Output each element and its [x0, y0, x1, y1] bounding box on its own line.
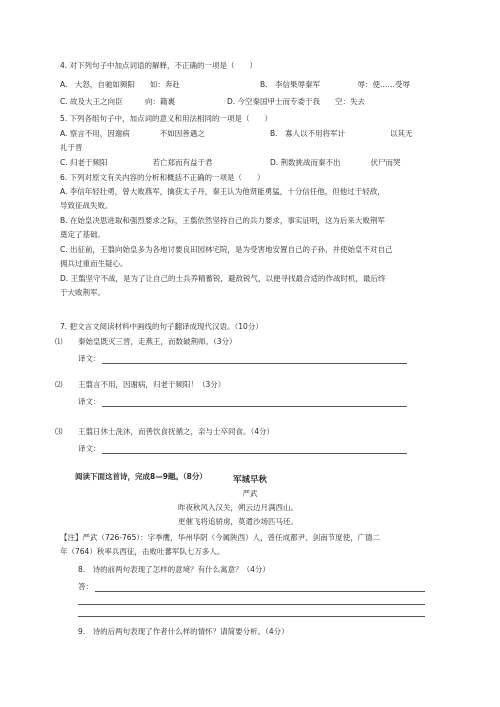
q5-option-b-cont: 礼于晋	[60, 143, 83, 152]
q6-option-d-line1: D. 王翦坚守不战，是为了让自己的士兵养精蓄锐，避敌锐气，以便寻找最合适的作战时机，最后终	[60, 274, 386, 283]
q6-stem: 6. 下列对原文有关内容的分析和概括不正确的一项是（ ）	[60, 173, 265, 182]
q8-answer-line-1[interactable]	[95, 591, 425, 592]
q5-option-d: D. 荆数挑战而秦不出 伏尸而哭	[270, 158, 401, 167]
q6-option-c-line2: 拥兵过重而生疑心。	[60, 259, 128, 268]
poem-author: 严武	[242, 489, 258, 498]
q8-stem: 8. 诗的前两句表现了怎样的意境？有什么寓意？（4分）	[78, 565, 270, 574]
q5-option-c: C. 归老于频阳 若亡郑而有益于君	[60, 158, 213, 167]
poem-note-line1: 【注】严武（726-765）：字季鹰，华州华阴（今属陕西）人，曾任成都尹、剑南节度使，广德二	[60, 533, 381, 542]
q5-option-b: B. 寡人以不用将军计 以其无	[270, 129, 413, 138]
q6-option-d-line2: 于大败荆军。	[60, 288, 105, 297]
poem-section-intro: 阅读下面这首诗，完成8—9题。（8分）	[75, 472, 207, 481]
q7-item3-text: 王翦日休士洗沐，而善饮食抚循之，亲与士卒同食。（4分）	[78, 427, 275, 436]
q6-option-c-line1: C. 出征前，王翦向始皇多为各地讨要良田园林宅院，是为受害地安置自己的子孙，并使始皇不对自己	[60, 245, 393, 254]
q7-item2-text: 王翦言不用，因谢病，归老于频阳！（3分）	[78, 380, 226, 389]
q7-item3-answer-line[interactable]	[102, 453, 407, 454]
q7-item2-answer-line[interactable]	[102, 406, 407, 407]
q6-option-b-line2: 奠定了基础。	[60, 230, 105, 239]
q4-option-b: B. 李信果辱秦军 辱：使……受辱	[260, 80, 411, 89]
poem-title: 军城早秋	[232, 475, 267, 485]
poem-note-line2: 年（764）秋率兵西征，击败吐蕃军队七万多人。	[60, 547, 225, 556]
q6-option-a-line1: A. 李信年轻壮勇，曾大败燕军，擒获太子丹，秦王认为他贤能勇猛，十分信任他，但他过于轻敌，	[60, 187, 385, 196]
q4-option-a: A. 大怒，自驰如频阳 如：奔赴	[60, 80, 180, 89]
q7-item1-answer-line[interactable]	[102, 363, 407, 364]
q8-answer-line-3[interactable]	[78, 616, 425, 617]
q7-item2-answer-label: 译文：	[78, 397, 101, 406]
q6-option-b-line1: B. 在始皇决思进取和强烈要求之际，王翦依然坚持自己的兵力要求，事实证明，这为后来大败荆军	[60, 216, 385, 225]
q6-option-a-line2: 导致征战失败。	[60, 201, 113, 210]
q7-item2-number: ⑵	[55, 380, 63, 389]
poem-line-1: 昨夜秋风入汉关，朔云边月满西山。	[178, 503, 298, 512]
q8-answer-label: 答：	[78, 582, 93, 591]
q7-item1-answer-label: 译文：	[78, 354, 101, 363]
q7-item1-number: ⑴	[55, 337, 63, 346]
poem-line-2: 更催飞将追骄虏，莫遣沙场匹马还。	[178, 517, 298, 526]
q5-option-a: A. 察言不用，因谢病 不如因善遇之	[60, 129, 205, 138]
q7-item1-text: 秦始皇既灭三晋，走燕王，而数破荆师。（3分）	[78, 337, 237, 346]
q4-option-c: C. 故及大王之向臣 向：籍裏	[60, 97, 176, 106]
q8-answer-line-2[interactable]	[78, 604, 425, 605]
q4-stem: 4. 对下列句子中加点词语的解释，不正确的一项是（ ）	[60, 61, 258, 70]
q5-stem: 5. 下列各组句子中，加点词的意义和用法相同的一项是（ ）	[60, 114, 273, 123]
q7-item3-answer-label: 译文：	[78, 444, 101, 453]
q9-stem: 9. 诗的后两句表现了作者什么样的情怀？请简要分析。（4分）	[78, 627, 289, 636]
q4-option-d: D. 今空秦国甲士而专委于我 空：失去	[227, 97, 366, 106]
q7-stem: 7. 把文言文阅读材料中画线的句子翻译成现代汉语。（10分）	[60, 322, 263, 331]
q7-item3-number: ⑶	[55, 427, 63, 436]
